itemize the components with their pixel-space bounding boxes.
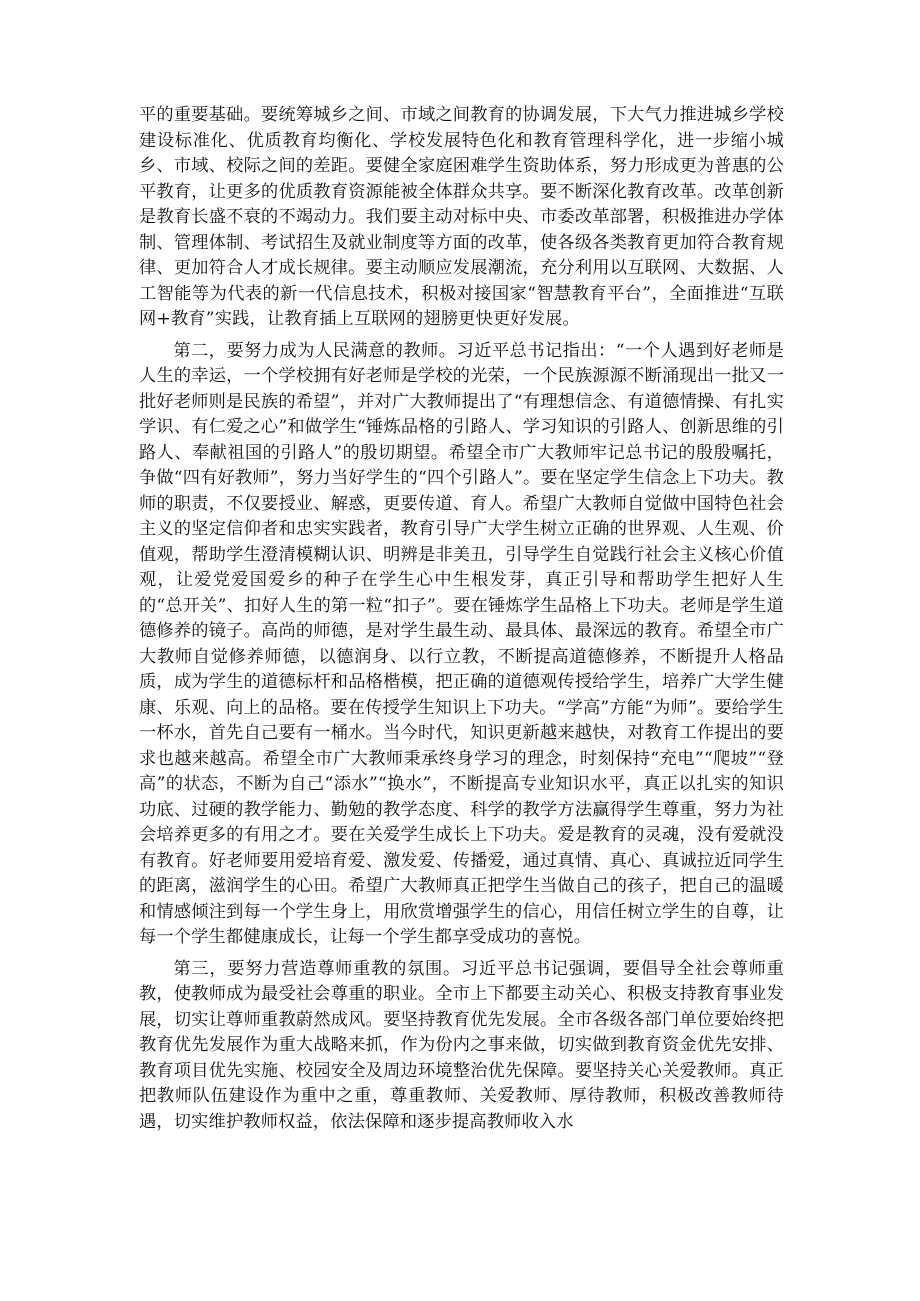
document-body	[139, 103, 784, 1135]
paragraph-second-point: 第二，要努力成为人民满意的教师。习近平总书记指出：“一个人遇到好老师是人生的幸运，一个学校拥有好老师是学校的光荣，一个民族源源不断涌现出一批又一批好老师则是民族的希望”，并对广大教师提出了“有理想信念、有道德情操、有扎实学识、有仁爱之心”和做学生“锤炼品格的引路人、学习知识的引路人、创新思维的引路人、奉献祖国的引路人”的殷切期望。希望全市广大教师牢记总书记的殷殷嘱托，争做“四有好教师”，努力当好学生的“四个引路人”。要在坚定学生信念上下功夫。教师的职责，不仅要授业、解惑，更要传道、育人。希望广大教师自觉做中国特色社会主义的坚定信仰者和忠实实践者，教育引导广大学生树立正确的世界观、人生观、价值观，帮助学生澄清模糊认识、明辨是非美丑，引导学生自觉践行社会主义核心价值观，让爱党爱国爱乡的种子在学生心中生根发芽，真正引导和帮助学生把好人生的“总开关”、扣好人生的第一粒“扣子”。要在锤炼学生品格上下功夫。老师是学生道德修养的镜子。高尚的师德，是对学生最生动、最具体、最深远的教育。希望全市广大教师自觉修养师德，以德润身、以行立教，不断提高道德修养，不断提升人格品质，成为学生的道德标杆和品格楷模，把正确的道德观传授给学生，培养广大学生健康、乐观、向上的品格。要在传授学生知识上下功夫。“学高”方能“为师”。要给学生一杯水，首先自己要有一桶水。当今时代，知识更新越来越快，对教育工作提出的要求也越来越高。希望全市广大教师秉承终身学习的理念，时刻保持“充电”“爬坡”“登高”的状态，不断为自己“添水”“换水”，不断提高专业知识水平，真正以扎实的知识功底、过硬的教学能力、勤勉的教学态度、科学的教学方法赢得学生尊重，努力为社会培养更多的有用之才。要在关爱学生成长上下功夫。爱是教育的灵魂，没有爱就没有教育。好老师要用爱培育爱、激发爱、传播爱，通过真情、真心、真诚拉近同学生的距离，滋润学生的心田。希望广大教师真正把学生当做自己的孩子，把自己的温暖和情感倾注到每一个学生身上，用欣赏增强学生的信心，用信任树立学生的自尊，让每一个学生都健康成长，让每一个学生都享受成功的喜悦。	[139, 340, 784, 947]
paragraph-continued: 平的重要基础。要统筹城乡之间、市域之间教育的协调发展，下大气力推进城乡学校建设标准化、优质教育均衡化、学校发展特色化和教育管理科学化，进一步缩小城乡、市域、校际之间的差距。要健全家庭困难学生资助体系，努力形成更为普惠的公平教育，让更多的优质教育资源能被全体群众共享。要不断深化教育改革。改革创新是教育长盛不衰的不竭动力。我们要主动对标中央、市委改革部署，积极推进办学体制、管理体制、考试招生及就业制度等方面的改革，使各级各类教育更加符合教育规律、更加符合人才成长规律。要主动顺应发展潮流，充分利用以互联网、大数据、人工智能等为代表的新一代信息技术，积极对接国家“智慧教育平台”，全面推进“互联网+教育”实践，让教育插上互联网的翅膀更快更好发展。	[139, 105, 784, 329]
paragraph-third-point: 第三，要努力营造尊师重教的氛围。习近平总书记强调，要倡导全社会尊师重教，使教师成为最受社会尊重的职业。全市上下都要主动关心、积极支持教育事业发展，切实让尊师重教蔚然成风。要坚持教育优先发展。全市各级各部门单位要始终把教育优先发展作为重大战略来抓，作为份内之事来做，切实做到教育资金优先安排、教育项目优先实施、校园安全及周边环境整治优先保障。要坚持关心关爱教师。真正把教师队伍建设作为重中之重，尊重教师、关爱教师、厚待教师，积极改善教师待遇，切实维护教师权益，依法保障和逐步提高教师收入水	[139, 958, 784, 1132]
